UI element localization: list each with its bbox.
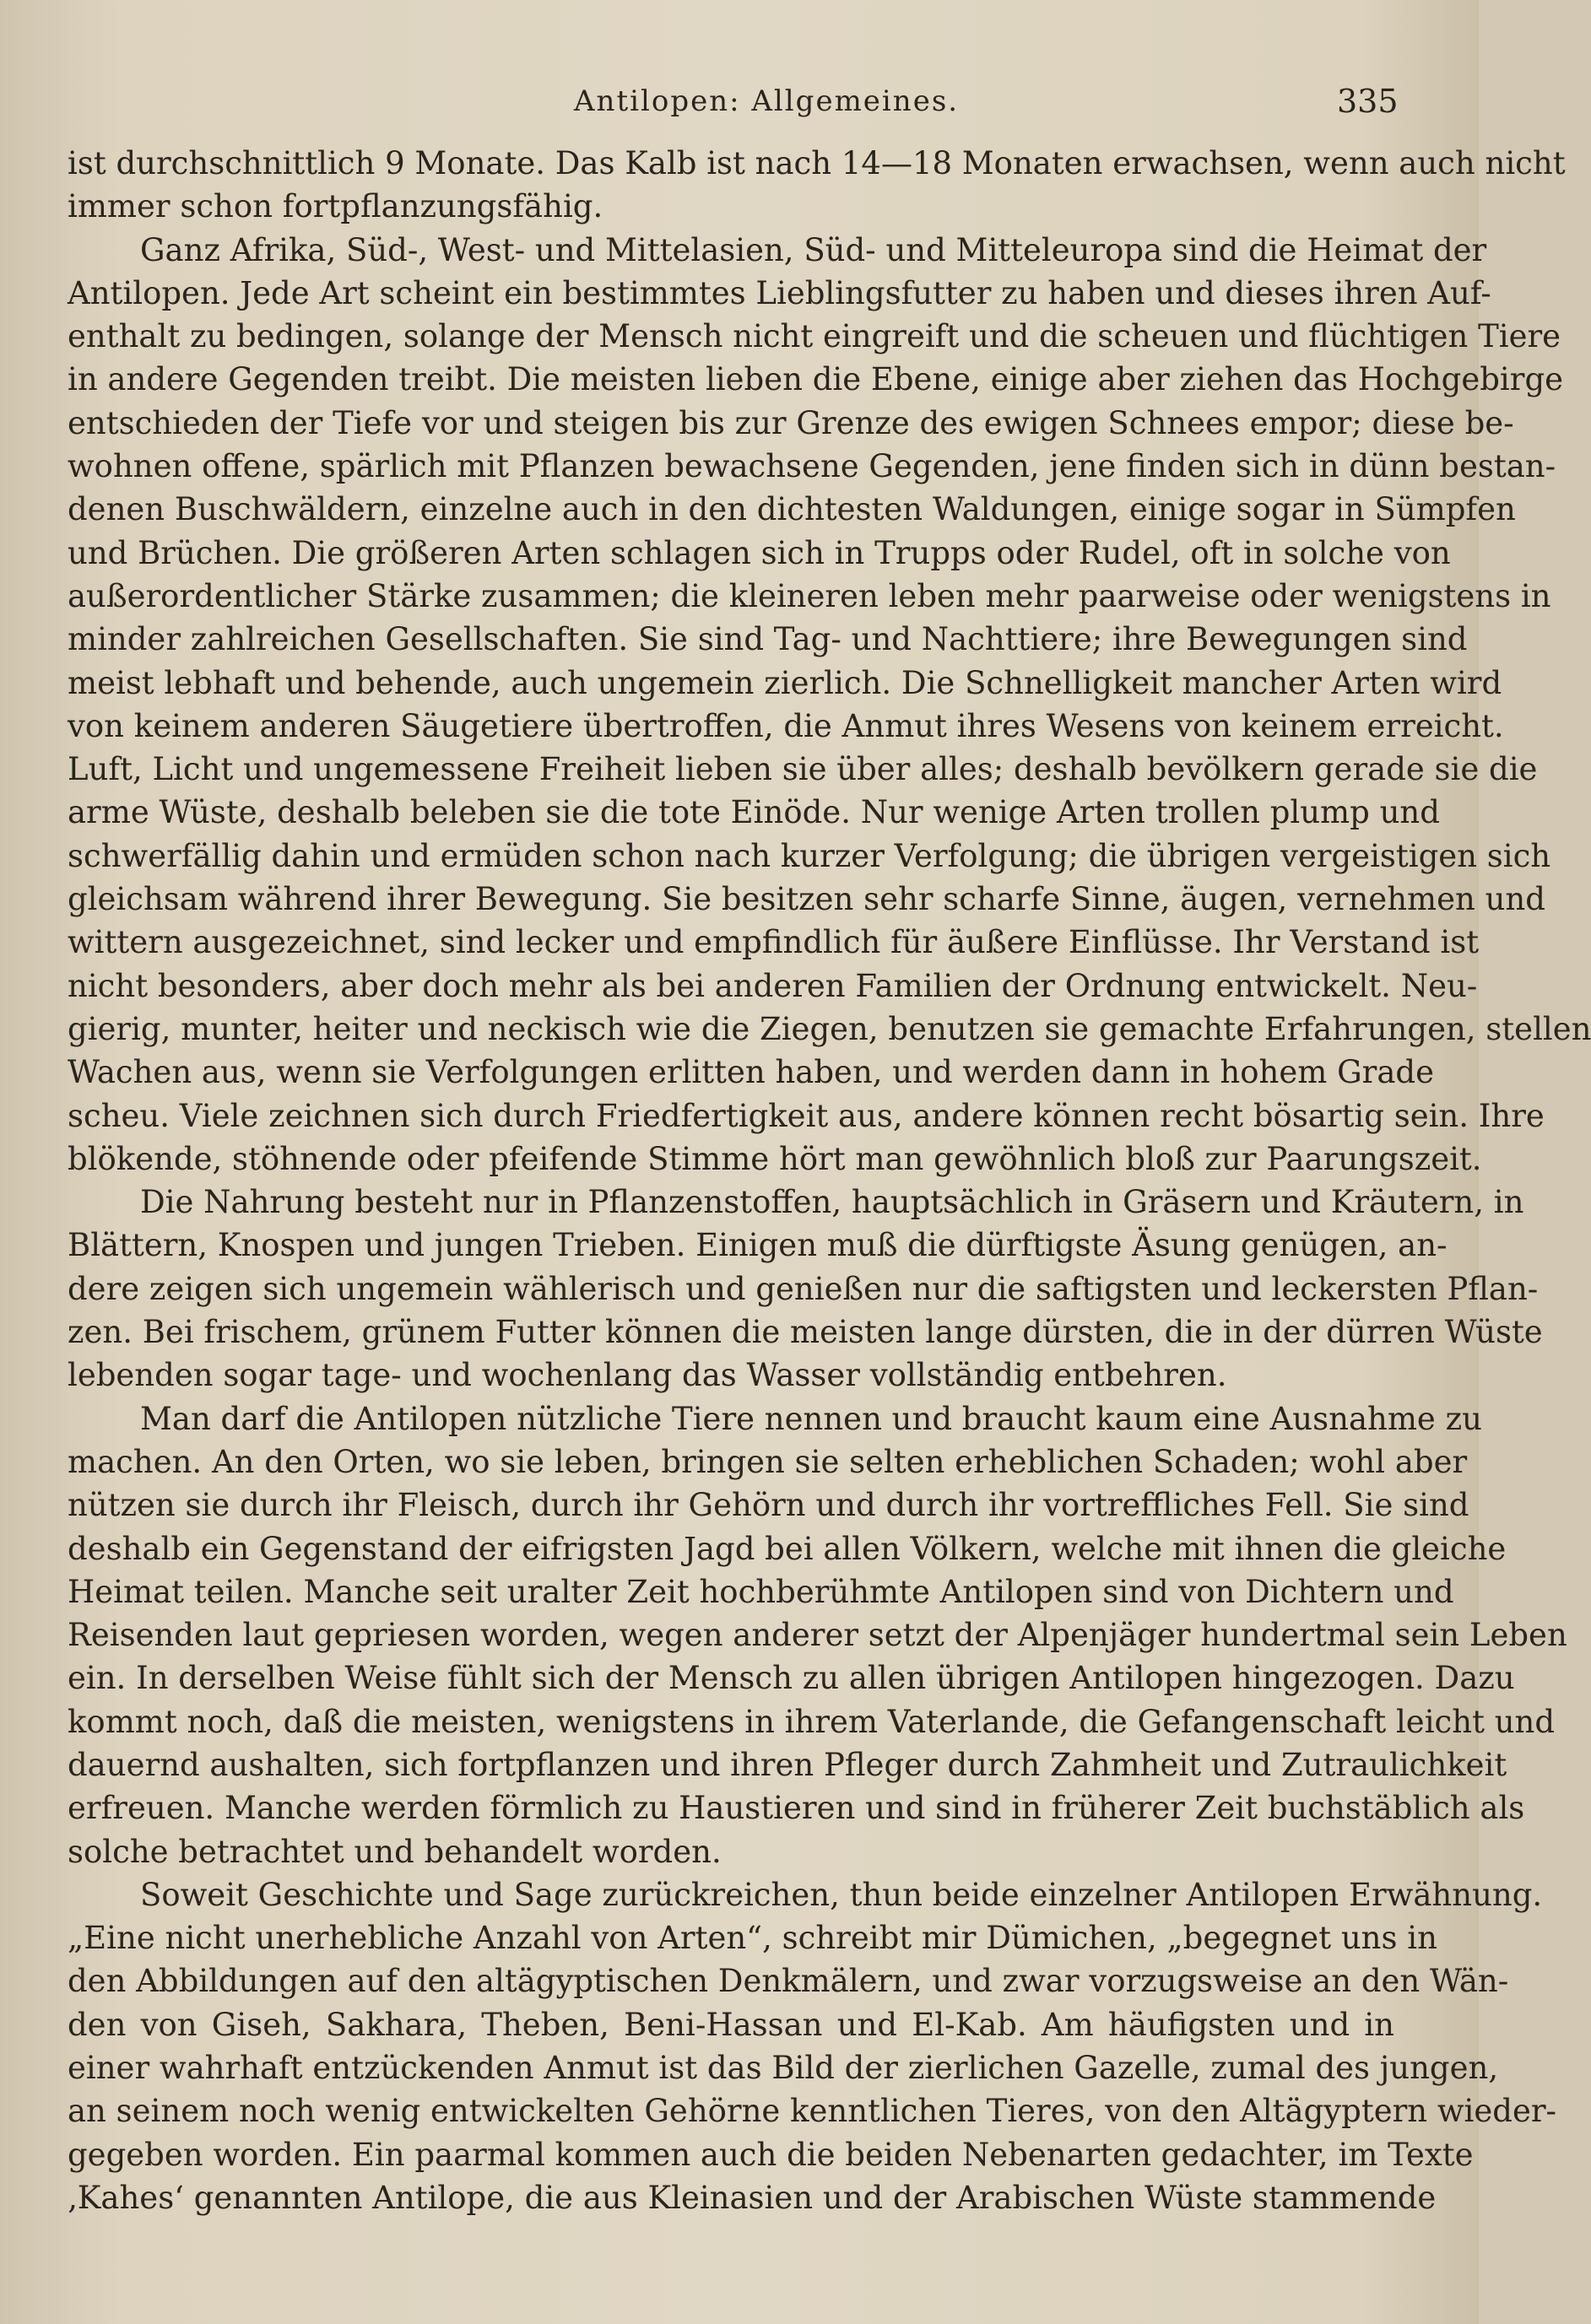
text-line: lebenden sogar tage- und wochenlang das Wasser vollständig entbehren. xyxy=(68,1357,1227,1394)
text-line: Blättern, Knospen und jungen Trieben. Einigen muß die dürftigste Äsung genügen, an- xyxy=(68,1227,1448,1264)
text-line: ist durchschnittlich 9 Monate. Das Kalb ist nach 14—18 Monaten erwachsen, wenn auch nicht xyxy=(68,145,1566,181)
text-line: entschieden der Tiefe vor und steigen bis zur Grenze des ewigen Schnees empor; diese be- xyxy=(68,404,1514,441)
text-line: zen. Bei frischem, grünem Futter können die meisten lange dürsten, die in der dürren Wüste xyxy=(68,1314,1543,1351)
text-line: Luft, Licht und ungemessene Freiheit lieben sie über alles; deshalb bevölkern gerade sie die xyxy=(68,751,1538,788)
text-line: den von Giseh, Sakhara, Theben, Beni-Hassan und El-Kab. Am häufigsten und in xyxy=(68,2006,1394,2043)
text-line: gegeben worden. Ein paarmal kommen auch die beiden Nebenarten gedachter, im Texte xyxy=(68,2136,1474,2173)
paragraph-start-line: Ganz Afrika, Süd-, West- und Mittelasien, Süd- und Mitteleuropa sind die Heimat der xyxy=(140,231,1487,268)
text-line: scheu. Viele zeichnen sich durch Friedfertigkeit aus, andere können recht bösartig sein. Ihre xyxy=(68,1097,1545,1134)
text-line: einer wahrhaft entzückenden Anmut ist das Bild der zierlichen Gazelle, zumal des jungen, xyxy=(68,2050,1499,2087)
text-line: dauernd aushalten, sich fortpflanzen und ihren Pfleger durch Zahmheit und Zutraulichkeit xyxy=(68,1746,1507,1783)
text-line: wittern ausgezeichnet, sind lecker und empfindlich für äußere Einflüsse. Ihr Verstand ist xyxy=(68,924,1480,961)
text-line: wohnen offene, spärlich mit Pflanzen bewachsene Gegenden, jene finden sich in dünn bestan- xyxy=(68,448,1556,485)
text-line: arme Wüste, deshalb beleben sie die tote Einöde. Nur wenige Arten trollen plump und xyxy=(68,794,1440,831)
text-line: Heimat teilen. Manche seit uralter Zeit hochberühmte Antilopen sind von Dichtern und xyxy=(68,1573,1454,1610)
text-line: denen Buschwäldern, einzelne auch in den dichtesten Waldungen, einige sogar in Sümpfen xyxy=(68,491,1516,528)
text-line: deshalb ein Gegenstand der eifrigsten Jagd bei allen Völkern, welche mit ihnen die gleiche xyxy=(68,1530,1507,1567)
text-line: machen. An den Orten, wo sie leben, bringen sie selten erheblichen Schaden; wohl aber xyxy=(68,1443,1468,1480)
text-line: gleichsam während ihrer Bewegung. Sie besitzen sehr scharfe Sinne, äugen, vernehmen und xyxy=(68,881,1545,918)
text-line: schwerfällig dahin und ermüden schon nach kurzer Verfolgung; die übrigen vergeistigen sich xyxy=(68,837,1551,874)
text-line: immer schon fortpflanzungsfähig. xyxy=(68,188,603,225)
text-line: von keinem anderen Säugetiere übertroffen, die Anmut ihres Wesens von keinem erreicht. xyxy=(68,707,1504,744)
text-line: ein. In derselben Weise fühlt sich der Mensch zu allen übrigen Antilopen hingezogen. Dazu xyxy=(68,1660,1515,1697)
text-line: kommt noch, daß die meisten, wenigstens in ihrem Vaterlande, die Gefangenschaft leicht und xyxy=(68,1703,1556,1740)
text-line: gierig, munter, heiter und neckisch wie die Ziegen, benutzen sie gemachte Erfahrungen, stellen xyxy=(68,1010,1591,1047)
paragraph-start-line: Man darf die Antilopen nützliche Tiere nennen und braucht kaum eine Ausnahme zu xyxy=(140,1400,1482,1437)
running-title: Antilopen: Allgemeines. xyxy=(574,84,960,118)
text-line: in andere Gegenden treibt. Die meisten lieben die Ebene, einige aber ziehen das Hochgebirge xyxy=(68,361,1564,398)
text-line: meist lebhaft und behende, auch ungemein zierlich. Die Schnelligkeit mancher Arten wird xyxy=(68,664,1502,701)
text-line: minder zahlreichen Gesellschaften. Sie sind Tag- und Nachttiere; ihre Bewegungen sind xyxy=(68,621,1468,658)
text-line: Antilopen. Jede Art scheint ein bestimmtes Lieblingsfutter zu haben und dieses ihren Auf- xyxy=(68,274,1491,311)
text-line: an seinem noch wenig entwickelten Gehörne kenntlichen Tieres, von den Altägyptern wieder- xyxy=(68,2093,1557,2130)
paragraph-start-line: Die Nahrung besteht nur in Pflanzenstoffen, hauptsächlich in Gräsern und Kräutern, in xyxy=(140,1184,1524,1221)
body-text xyxy=(68,142,1591,2219)
page-number: 335 xyxy=(1337,83,1399,120)
text-line: nicht besonders, aber doch mehr als bei anderen Familien der Ordnung entwickelt. Neu- xyxy=(68,967,1478,1004)
paragraph-start-line: Soweit Geschichte und Sage zurückreichen, thun beide einzelner Antilopen Erwähnung. xyxy=(140,1876,1543,1913)
text-line: solche betrachtet und behandelt worden. xyxy=(68,1833,722,1870)
text-line: enthalt zu bedingen, solange der Mensch nicht eingreift und die scheuen und flüchtigen Tiere xyxy=(68,318,1561,355)
text-line: den Abbildungen auf den altägyptischen Denkmälern, und zwar vorzugsweise an den Wän- xyxy=(68,1963,1509,2000)
text-line: Reisenden laut gepriesen worden, wegen anderer setzt der Alpenjäger hundertmal sein Leben xyxy=(68,1617,1567,1654)
text-line: dere zeigen sich ungemein wählerisch und genießen nur die saftigsten und leckersten Pflan- xyxy=(68,1270,1539,1307)
text-line: und Brüchen. Die größeren Arten schlagen sich in Trupps oder Rudel, oft in solche von xyxy=(68,534,1451,571)
text-line: außerordentlicher Stärke zusammen; die kleineren leben mehr paarweise oder wenigstens in xyxy=(68,577,1551,614)
text-line: erfreuen. Manche werden förmlich zu Haustieren und sind in früherer Zeit buchstäblich als xyxy=(68,1790,1525,1827)
text-line: ‚Kahes‘ genannten Antilope, die aus Kleinasien und der Arabischen Wüste stammende xyxy=(68,2179,1437,2216)
running-header xyxy=(0,78,1479,128)
text-line: blökende, stöhnende oder pfeifende Stimme hört man gewöhnlich bloß zur Paarungszeit. xyxy=(68,1140,1482,1177)
text-line: Wachen aus, wenn sie Verfolgungen erlitten haben, und werden dann in hohem Grade xyxy=(68,1054,1434,1091)
text-line: nützen sie durch ihr Fleisch, durch ihr Gehörn und durch ihr vortreffliches Fell. Sie sind xyxy=(68,1487,1469,1524)
text-line: „Eine nicht unerhebliche Anzahl von Arten“, schreibt mir Dümichen, „begegnet uns in xyxy=(68,1920,1437,1957)
